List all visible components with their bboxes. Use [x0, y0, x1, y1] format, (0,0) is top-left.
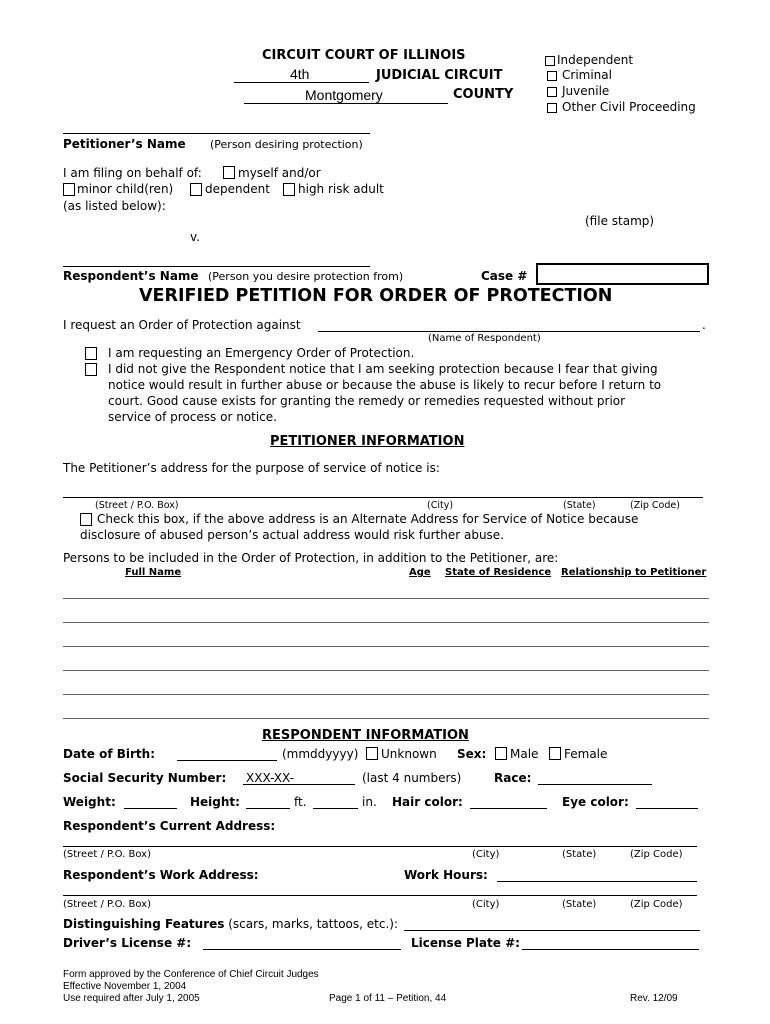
work-hours-label: Work Hours:: [404, 868, 488, 882]
as-listed-text: (as listed below):: [63, 199, 166, 213]
circuit-line: [234, 82, 369, 83]
file-stamp-text: (file stamp): [585, 214, 655, 228]
petitioner-name-line[interactable]: [63, 133, 370, 134]
distinguishing-features-line[interactable]: [404, 930, 700, 931]
current-zip-hint: (Zip Code): [630, 849, 683, 860]
female-checkbox[interactable]: [549, 747, 561, 760]
dependent-label: dependent: [205, 182, 270, 196]
petitioner-info-heading: PETITIONER INFORMATION: [270, 434, 465, 449]
minor-children-checkbox[interactable]: [63, 183, 75, 196]
person-row-line-4[interactable]: [63, 670, 709, 671]
independent-checkbox[interactable]: [545, 56, 555, 66]
no-notice-line-1: I did not give the Respondent notice that I am seeking protection because I fear that giving: [108, 362, 658, 376]
county-label: COUNTY: [453, 87, 514, 102]
male-checkbox[interactable]: [495, 747, 507, 760]
eye-color-label: Eye color:: [562, 795, 629, 809]
footer-approval: Form approved by the Conference of Chief Circuit Judges: [63, 969, 319, 980]
other-civil-checkbox[interactable]: [547, 103, 557, 113]
respondent-name-hint: (Person you desire protection from): [208, 270, 404, 283]
current-address-label: Respondent’s Current Address:: [63, 819, 276, 833]
request-text: I request an Order of Protection against: [63, 318, 301, 332]
petitioner-street-hint: (Street / P.O. Box): [95, 500, 179, 511]
race-line[interactable]: [538, 784, 652, 785]
female-label: Female: [564, 747, 608, 761]
county-line: [244, 103, 448, 104]
respondent-name-request-line[interactable]: [318, 331, 700, 332]
height-in-line[interactable]: [313, 808, 358, 809]
eye-color-line[interactable]: [636, 808, 698, 809]
current-street-hint: (Street / P.O. Box): [63, 849, 151, 860]
petitioner-name-label: Petitioner’s Name: [63, 137, 186, 151]
work-address-line[interactable]: [63, 895, 697, 896]
dob-unknown-checkbox[interactable]: [366, 747, 378, 760]
emergency-order-checkbox[interactable]: [85, 347, 97, 360]
alternate-address-line-1: Check this box, if the above address is an Alternate Address for Service of Notice because: [97, 512, 639, 526]
myself-checkbox[interactable]: [223, 166, 235, 179]
hair-color-label: Hair color:: [392, 795, 463, 809]
request-period: .: [702, 318, 706, 332]
col-full-name: Full Name: [125, 567, 182, 578]
footer-revision: Rev. 12/09: [630, 993, 678, 1004]
minor-children-label: minor child(ren): [77, 182, 174, 196]
high-risk-adult-checkbox[interactable]: [283, 183, 295, 196]
footer-use-required: Use required after July 1, 2005: [63, 993, 200, 1004]
drivers-license-line[interactable]: [203, 949, 401, 950]
petitioner-address-line[interactable]: [63, 497, 703, 498]
male-label: Male: [510, 747, 539, 761]
footer-effective: Effective November 1, 2004: [63, 981, 187, 992]
dob-unknown-label: Unknown: [381, 747, 437, 761]
myself-label: myself and/or: [238, 166, 321, 180]
court-title: CIRCUIT COURT OF ILLINOIS: [262, 48, 466, 63]
ssn-label: Social Security Number:: [63, 771, 227, 785]
work-state-hint: (State): [562, 899, 597, 910]
no-notice-checkbox[interactable]: [85, 363, 97, 376]
petitioner-address-intro: The Petitioner’s address for the purpose of service of notice is:: [63, 461, 440, 475]
high-risk-adult-label: high risk adult: [298, 182, 384, 196]
person-row-line-1[interactable]: [63, 598, 709, 599]
current-state-hint: (State): [562, 849, 597, 860]
case-number-box[interactable]: [536, 263, 709, 285]
weight-line[interactable]: [124, 808, 177, 809]
form-title: VERIFIED PETITION FOR ORDER OF PROTECTION: [139, 286, 613, 306]
person-row-line-6[interactable]: [63, 718, 709, 719]
height-ft-line[interactable]: [246, 808, 290, 809]
alternate-address-checkbox[interactable]: [80, 513, 92, 526]
ssn-hint: (last 4 numbers): [362, 771, 462, 785]
license-plate-line[interactable]: [522, 949, 699, 950]
circuit-value[interactable]: 4th: [290, 66, 310, 82]
weight-label: Weight:: [63, 795, 116, 809]
criminal-checkbox[interactable]: [547, 71, 557, 81]
work-hours-line[interactable]: [497, 881, 697, 882]
dependent-checkbox[interactable]: [190, 183, 202, 196]
col-relationship: Relationship to Petitioner: [561, 567, 707, 578]
other-civil-label: Other Civil Proceeding: [562, 100, 696, 114]
license-plate-label: License Plate #:: [411, 936, 520, 950]
no-notice-line-2: notice would result in further abuse or because the abuse is likely to recur before I return to: [108, 378, 662, 392]
footer-page-number: Page 1 of 11 – Petition, 44: [329, 993, 447, 1004]
petitioner-state-hint: (State): [563, 500, 596, 511]
emergency-order-label: I am requesting an Emergency Order of Protection.: [108, 346, 415, 360]
petitioner-city-hint: (City): [427, 500, 454, 511]
sex-label: Sex:: [457, 747, 487, 761]
person-row-line-2[interactable]: [63, 622, 709, 623]
alternate-address-line-2: disclosure of abused person’s actual address would risk further abuse.: [80, 528, 505, 542]
height-in-unit: in.: [362, 795, 377, 809]
dob-line[interactable]: [177, 760, 277, 761]
case-number-label: Case #: [481, 269, 528, 283]
height-label: Height:: [190, 795, 240, 809]
respondent-name-line[interactable]: [63, 266, 370, 267]
criminal-label: Criminal: [562, 68, 612, 82]
independent-label: Independent: [557, 53, 634, 67]
work-street-hint: (Street / P.O. Box): [63, 899, 151, 910]
no-notice-line-4: service of process or notice.: [108, 410, 277, 424]
work-address-label: Respondent’s Work Address:: [63, 868, 259, 882]
persons-included-intro: Persons to be included in the Order of Protection, in addition to the Petitioner, are:: [63, 551, 559, 565]
work-city-hint: (City): [472, 899, 500, 910]
ssn-value[interactable]: XXX-XX-: [246, 771, 294, 785]
drivers-license-label: Driver’s License #:: [63, 936, 192, 950]
dob-hint: (mmddyyyy): [282, 747, 359, 761]
respondent-name-label: Respondent’s Name: [63, 269, 199, 283]
juvenile-label: Juvenile: [562, 84, 610, 98]
name-of-respondent-hint: (Name of Respondent): [428, 333, 541, 344]
height-ft-unit: ft.: [294, 795, 307, 809]
current-city-hint: (City): [472, 849, 500, 860]
petitioner-name-hint: (Person desiring protection): [210, 138, 363, 151]
dob-label: Date of Birth:: [63, 747, 156, 761]
circuit-label: JUDICIAL CIRCUIT: [376, 68, 503, 83]
person-row-line-5[interactable]: [63, 694, 709, 695]
col-state-residence: State of Residence: [445, 567, 552, 578]
current-address-line[interactable]: [63, 846, 697, 847]
person-row-line-3[interactable]: [63, 646, 709, 647]
hair-color-line[interactable]: [470, 808, 547, 809]
filing-on-behalf-label: I am filing on behalf of:: [63, 166, 202, 180]
juvenile-checkbox[interactable]: [547, 87, 557, 97]
petitioner-zip-hint: (Zip Code): [630, 500, 680, 511]
county-value[interactable]: Montgomery: [305, 87, 383, 103]
distinguishing-features-label: Distinguishing Features (scars, marks, tattoos, etc.):: [63, 917, 398, 931]
col-age: Age: [409, 567, 431, 578]
race-label: Race:: [494, 771, 532, 785]
versus-text: v.: [190, 230, 200, 244]
respondent-info-heading: RESPONDENT INFORMATION: [262, 728, 469, 743]
work-zip-hint: (Zip Code): [630, 899, 683, 910]
no-notice-line-3: court. Good cause exists for granting the remedy or remedies requested without prior: [108, 394, 626, 408]
